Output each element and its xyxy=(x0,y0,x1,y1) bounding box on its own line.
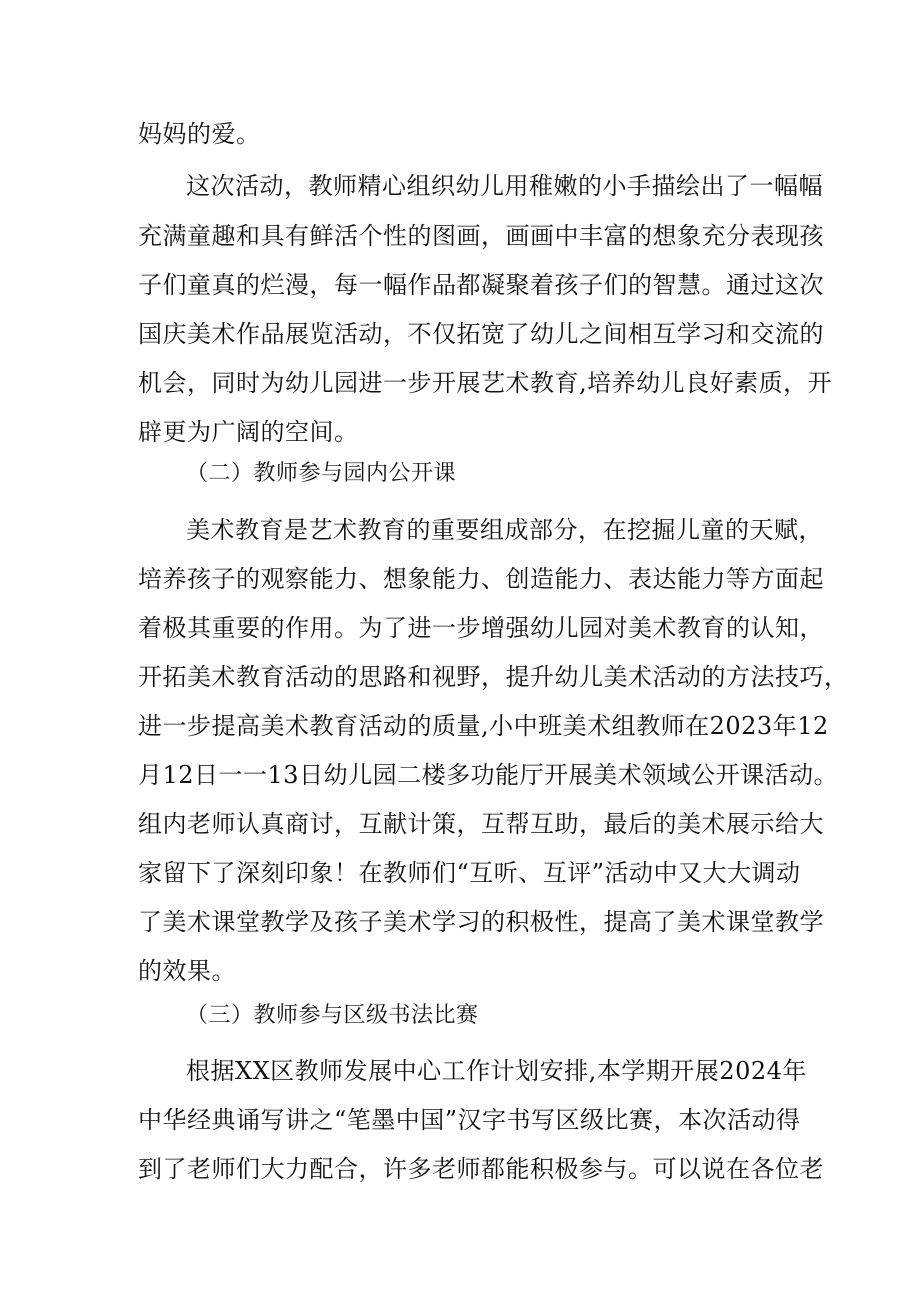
paragraph-line: 月12日一一13日幼儿园二楼多功能厅开展美术领域公开课活动。 xyxy=(138,761,839,789)
section-heading: （二）教师参与园内公开课 xyxy=(186,461,457,486)
paragraph-line: 妈妈的爱。 xyxy=(138,120,261,148)
paragraph-line: 根据XX区教师发展中心工作计划安排,本学期开展2024年 xyxy=(186,1057,807,1085)
paragraph-line: 开拓美术教育活动的思路和视野，提升幼儿美术活动的方法技巧， xyxy=(138,663,849,691)
paragraph-line: 进一步提高美术教育活动的质量,小中班美术组教师在2023年12 xyxy=(138,712,829,740)
paragraph-line: 培养孩子的观察能力、想象能力、创造能力、表达能力等方面起 xyxy=(138,565,824,593)
paragraph-line: 这次活动，教师精心组织幼儿用稚嫩的小手描绘出了一幅幅 xyxy=(186,172,823,200)
paragraph-line: 机会，同时为幼儿园进一步开展艺术教育,培养幼儿良好素质，开 xyxy=(138,369,833,397)
paragraph-line: 国庆美术作品展览活动，不仅拓宽了幼儿之间相互学习和交流的 xyxy=(138,320,824,348)
paragraph-line: 着极其重要的作用。为了进一步增强幼儿园对美术教育的认知， xyxy=(138,614,824,642)
paragraph-line: 充满童趣和具有鲜活个性的图画，画画中丰富的想象充分表现孩 xyxy=(138,222,824,250)
paragraph-line: 了美术课堂教学及孩子美术学习的积极性，提高了美术课堂教学 xyxy=(138,908,824,936)
paragraph-line: 组内老师认真商讨，互献计策，互帮互助，最后的美术展示给大 xyxy=(138,810,824,838)
paragraph-line: 的效果。 xyxy=(138,957,236,985)
paragraph-line: 家留下了深刻印象！在教师们“互听、互评”活动中又大大调动 xyxy=(138,859,801,887)
paragraph-line: 到了老师们大力配合，许多老师都能积极参与。可以说在各位老 xyxy=(138,1155,824,1183)
paragraph-line: 辟更为广阔的空间。 xyxy=(138,418,359,446)
paragraph-line: 美术教育是艺术教育的重要组成部分，在挖掘儿童的天赋， xyxy=(186,516,823,544)
paragraph-line: 子们童真的烂漫，每一幅作品都凝聚着孩子们的智慧。通过这次 xyxy=(138,271,824,299)
paragraph-line: 中华经典诵写讲之“笔墨中国”汉字书写区级比赛，本次活动得 xyxy=(138,1106,801,1134)
section-heading: （三）教师参与区级书法比赛 xyxy=(186,1003,479,1028)
